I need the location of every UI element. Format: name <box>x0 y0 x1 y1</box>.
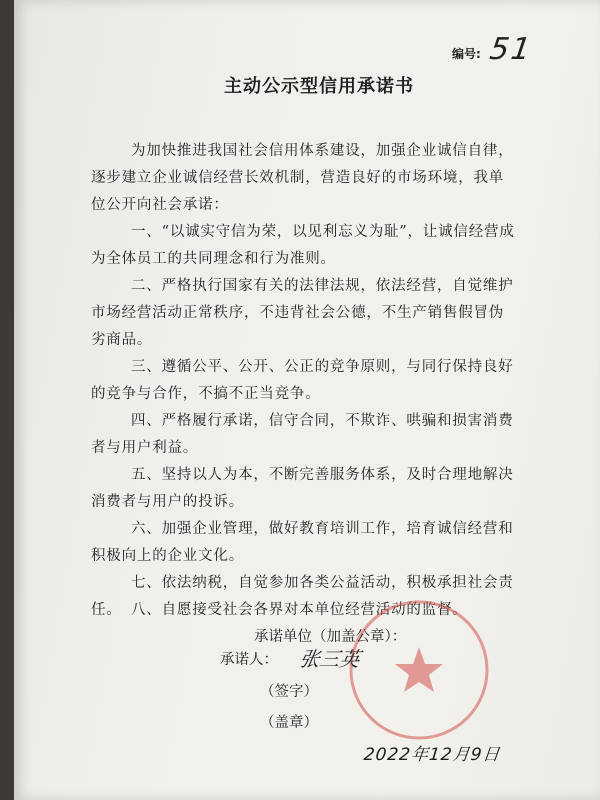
paragraph-line: 市场经营活动正常秩序，不违背社会公德，不生产销售假冒伪 <box>91 305 505 321</box>
signature-unit-label: 承诺单位（加盖公章）： <box>254 629 407 645</box>
paragraph-line: 消费者与用户的投诉。 <box>91 494 244 510</box>
paragraph-line: 逐步建立企业诚信经营长效机制，营造良好的市场环境，我单 <box>91 170 505 186</box>
paragraph-line: 二、严格执行国家有关的法律法规，依法经营，自觉维护 <box>131 278 514 294</box>
document-page <box>14 0 600 800</box>
document-title: 主动公示型信用承诺书 <box>224 76 414 97</box>
paragraph-line: 为全体员工的共同理念和行为准则。 <box>91 251 336 267</box>
paragraph-line: 八、自愿接受社会各界对本单位经营活动的监督。 <box>131 602 468 618</box>
company-seal-stamp <box>344 595 494 745</box>
paragraph-line: 者与用户利益。 <box>91 440 199 456</box>
paragraph-line: 五、坚持以人为本，不断完善服务体系，及时合理地解决 <box>131 467 514 483</box>
handwritten-signature: 张三英 <box>297 647 362 671</box>
number-value-handwritten: 51 <box>487 32 535 67</box>
stamp-note: （盖章） <box>260 715 318 731</box>
number-label: 编号: <box>452 47 481 61</box>
paragraph-line: 的竞争与合作，不搞不正当竞争。 <box>91 386 321 402</box>
paragraph-line: 位公开向社会承诺： <box>91 197 229 213</box>
paragraph-line: 四、严格履行承诺，信守合同，不欺诈、哄骗和损害消费 <box>131 413 514 429</box>
signature-person-label: 承诺人： <box>220 652 278 668</box>
paragraph-line: 积极向上的企业文化。 <box>91 548 244 564</box>
paragraph-line: 六、加强企业管理，做好教育培训工作，培育诚信经营和 <box>131 521 514 537</box>
paragraph-line: 劣商品。 <box>91 332 153 348</box>
sign-note: （签字） <box>260 684 318 700</box>
paragraph-line: 任。 <box>91 602 122 618</box>
paragraph-line: 一、“以诚实守信为荣，以见利忘义为耻”，让诚信经营成 <box>131 224 515 240</box>
handwritten-date: 2022年12月9日 <box>362 745 502 765</box>
paragraph-line: 三、遵循公平、公开、公正的竞争原则，与同行保持良好 <box>131 359 514 375</box>
paragraph-line: 为加快推进我国社会信用体系建设，加强企业诚信自律， <box>131 143 514 159</box>
paragraph-line: 七、依法纳税，自觉参加各类公益活动，积极承担社会责 <box>131 575 514 591</box>
